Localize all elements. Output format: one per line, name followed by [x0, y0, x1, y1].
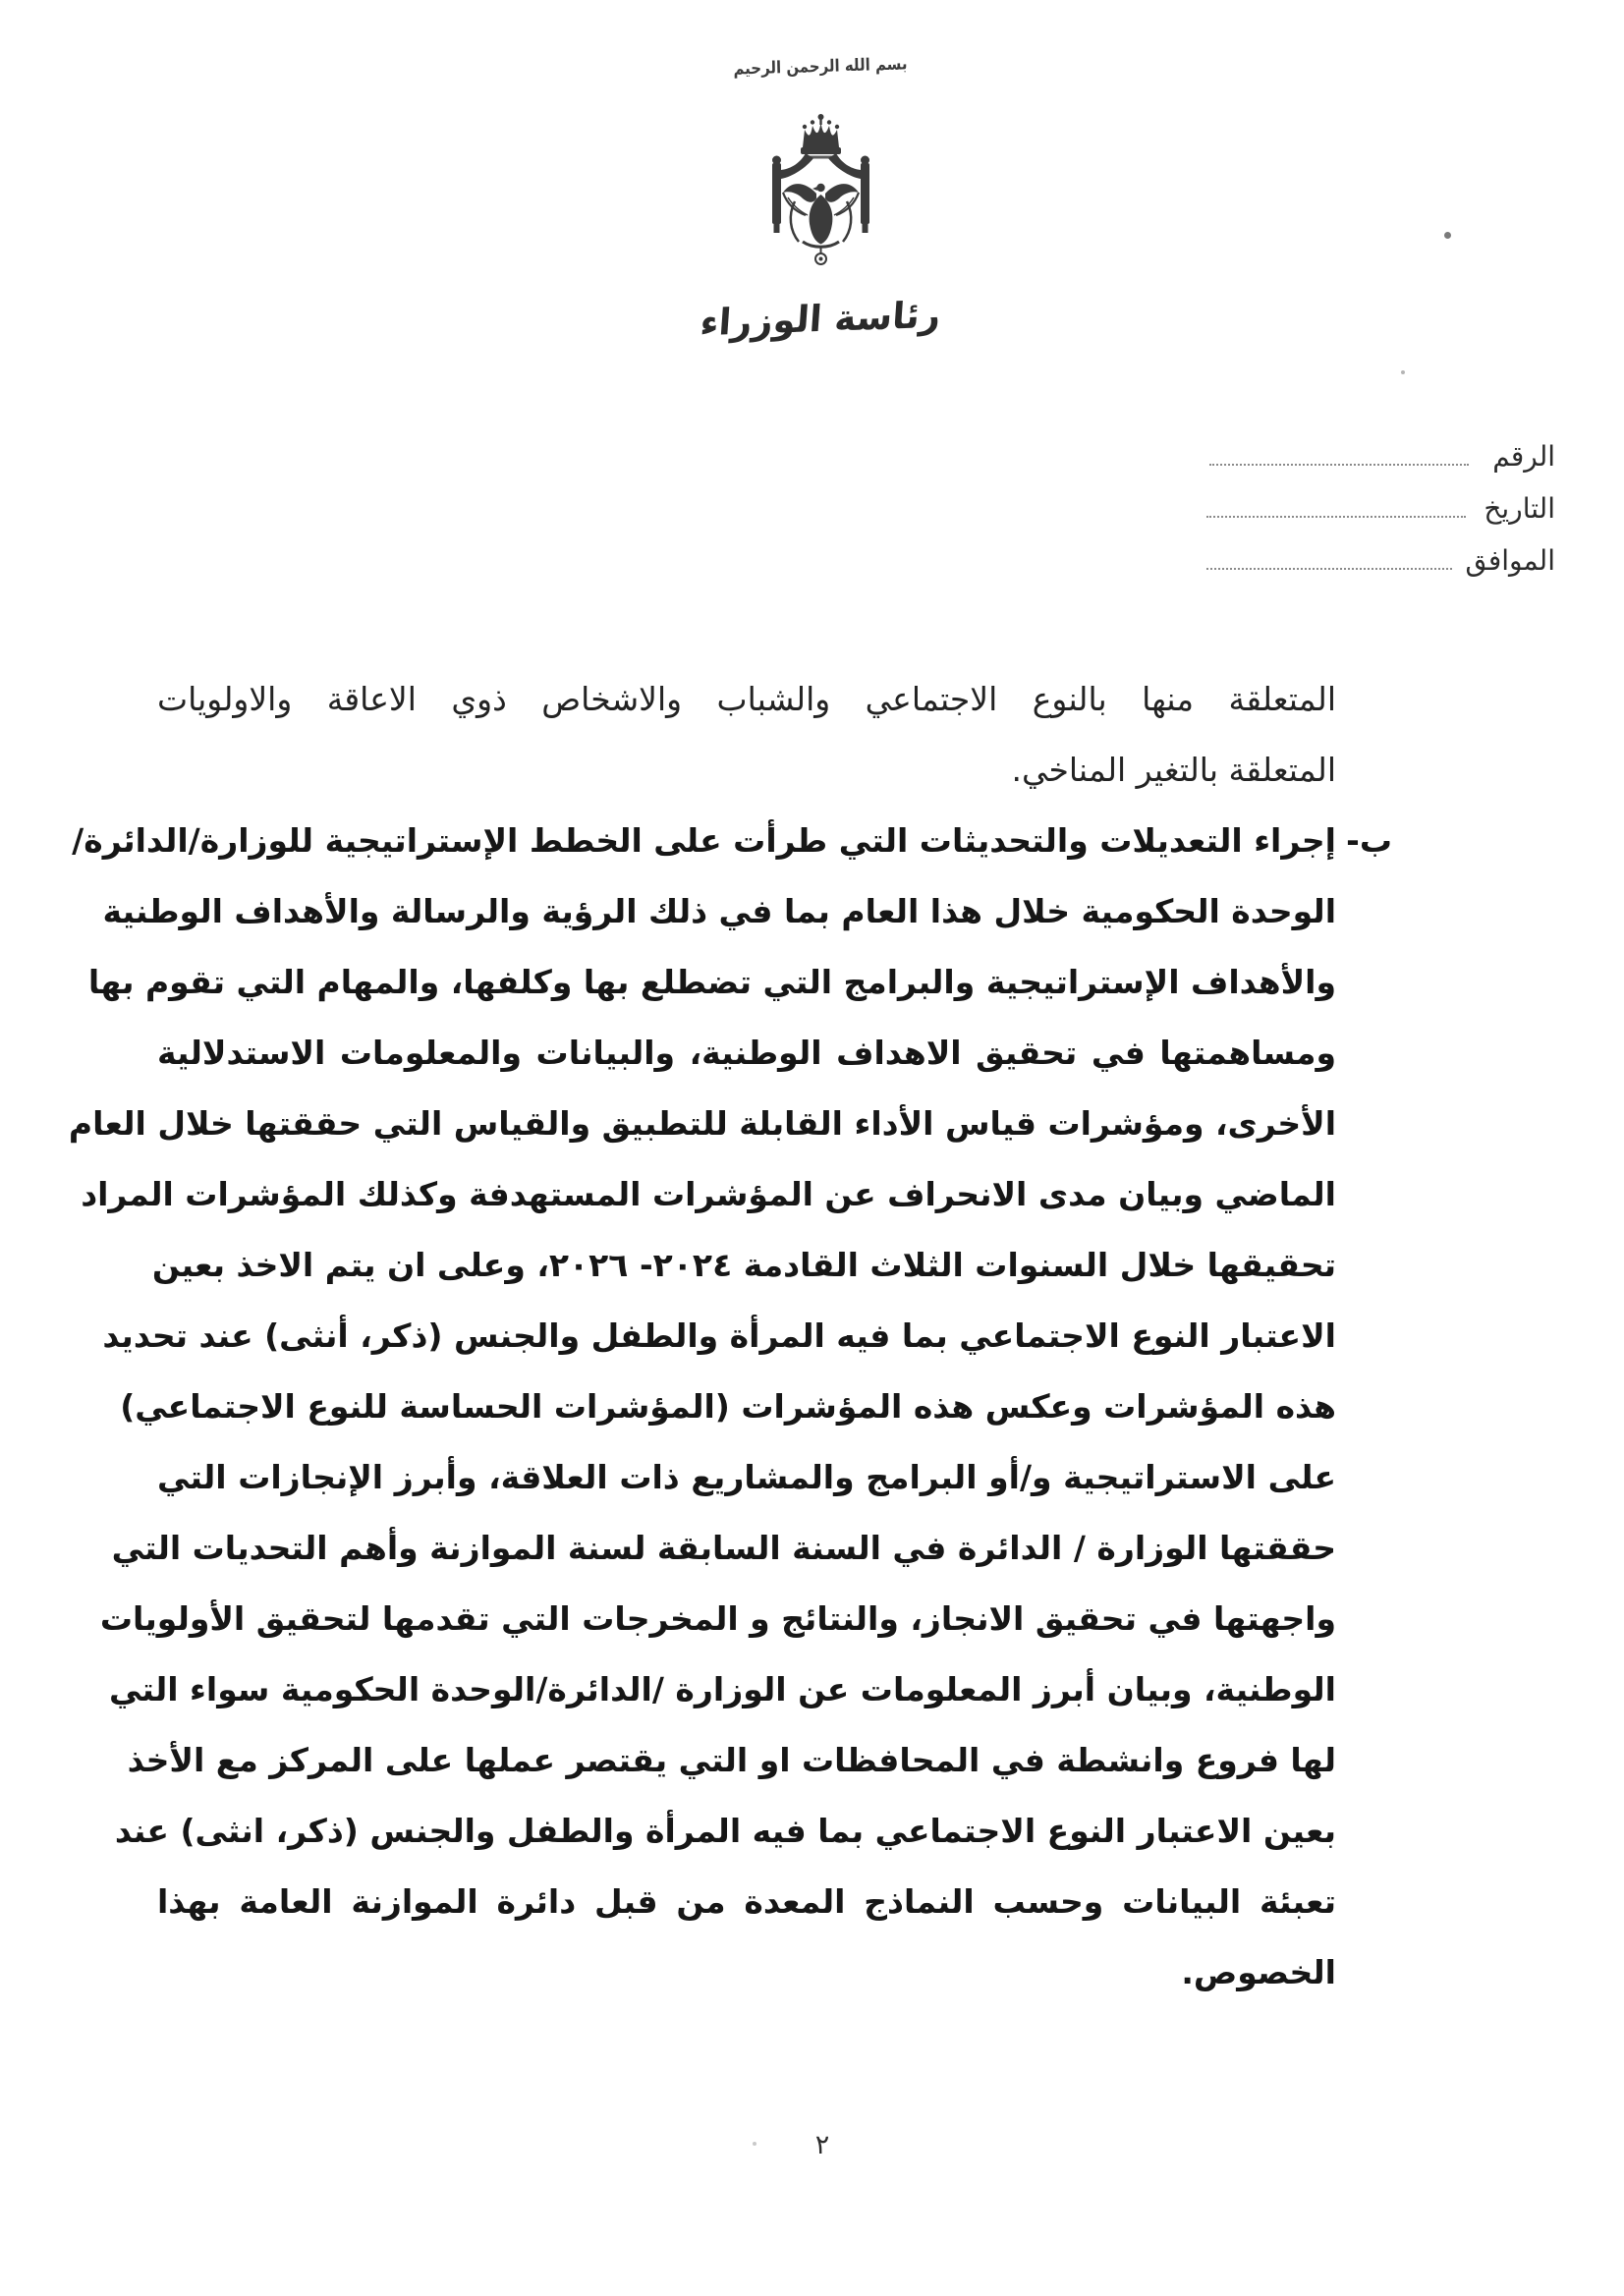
ink-speck: [1444, 232, 1451, 239]
text-line-content: إجراء التعديلات والتحديثات التي طرأت على الخطط الإستراتيجية للوزارة/الدائرة/: [72, 821, 1336, 860]
text-line: والأهداف الإستراتيجية والبرامج التي تضطلع بها وكلفها، والمهام التي تقوم بها: [87, 963, 1336, 1001]
page-number: ٢: [814, 2130, 830, 2160]
dotted-fill-line-number: [1209, 464, 1469, 466]
text-line-item-start: [72, 806, 1392, 876]
field-label-number: الرقم: [1492, 440, 1555, 474]
text-line: على الاستراتيجية و/أو البرامج والمشاريع ذات العلاقة، وأبرز الإنجازات التي: [157, 1458, 1336, 1496]
list-item-marker: ب-: [1346, 821, 1392, 860]
text-line: الخصوص.: [1181, 1953, 1336, 1991]
reference-fields: [1206, 420, 1555, 577]
text-line: المتعلقة منها بالنوع الاجتماعي والشباب والاشخاص ذوي الاعاقة والاولويات: [157, 680, 1336, 718]
royal-crest-icon: [759, 110, 882, 272]
body-text: [68, 664, 1392, 2008]
text-line: هذه المؤشرات وعكس هذه المؤشرات (المؤشرات الحساسة للنوع الاجتماعي): [120, 1387, 1336, 1426]
dotted-fill-line-corresponding: [1206, 568, 1452, 570]
text-line: لها فروع وانشطة في المحافظات او التي يقتصر عملها على المركز مع الأخذ: [127, 1741, 1336, 1779]
field-row-corresponding: [1206, 525, 1555, 577]
text-line: الماضي وبيان مدى الانحراف عن المؤشرات المستهدفة وكذلك المؤشرات المراد: [81, 1175, 1336, 1213]
field-row-number: [1206, 420, 1555, 473]
text-line: تحقيقها خلال السنوات الثلاث القادمة ٢٠٢٤- ٢٠٢٦، وعلى ان يتم الاخذ بعين: [151, 1246, 1336, 1284]
text-line: بعين الاعتبار النوع الاجتماعي بما فيه المرأة والطفل والجنس (ذكر، انثى) عند: [114, 1812, 1336, 1850]
text-line: ومساهمتها في تحقيق الاهداف الوطنية، والبيانات والمعلومات الاستدلالية: [157, 1034, 1336, 1072]
text-line: الاعتبار النوع الاجتماعي بما فيه المرأة والطفل والجنس (ذكر، أنثى) عند تحديد: [102, 1316, 1336, 1355]
field-label-corresponding: الموافق: [1465, 544, 1555, 578]
ink-speck: [1401, 370, 1405, 374]
text-line: حققتها الوزارة / الدائرة في السنة السابقة لسنة الموازنة وأهم التحديات التي: [111, 1529, 1336, 1567]
text-line: الوطنية، وبيان أبرز المعلومات عن الوزارة /الدائرة/الوحدة الحكومية سواء التي: [108, 1670, 1336, 1708]
field-row-date: [1206, 473, 1555, 525]
dotted-fill-line-date: [1206, 516, 1466, 518]
text-line: تعبئة البيانات وحسب النماذج المعدة من قبل دائرة الموازنة العامة بهذا: [157, 1882, 1336, 1921]
text-line: الوحدة الحكومية خلال هذا العام بما في ذلك الرؤية والرسالة والأهداف الوطنية: [102, 892, 1336, 930]
text-line: المتعلقة بالتغير المناخي.: [1011, 751, 1336, 789]
ministry-title-calligraphy: رئاسة الوزراء: [699, 293, 942, 345]
bismillah-calligraphy: بسم الله الرحمن الرحيم: [733, 54, 908, 80]
text-line: الأخرى، ومؤشرات قياس الأداء القابلة للتطبيق والقياس التي حققتها خلال العام: [68, 1104, 1336, 1143]
field-label-date: التاريخ: [1484, 492, 1555, 526]
ink-speck: [753, 2142, 756, 2146]
text-line: واجهتها في تحقيق الانجاز، والنتائج و المخرجات التي تقدمها لتحقيق الأولويات: [99, 1599, 1336, 1638]
